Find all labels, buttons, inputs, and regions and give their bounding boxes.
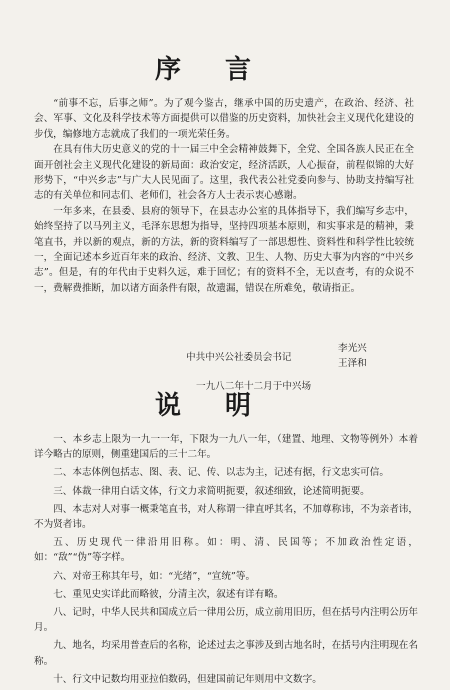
note-item: 十、行文中记数均用亚拉伯数码，但建国前记年则用中文数字。 [53,673,322,685]
note-item: 五、历史现代一律沿用旧称。如：明、清、民国等；不加政治性定语，如：“敌”“伪”等字样。 [34,537,418,564]
signature-name: 王泽和 [338,358,367,369]
signature-names [338,341,367,371]
note-item: 二、本志体例包括志、图、表、记、传、以志为主，记述有据，行文忠实可信。 [53,467,389,479]
signature-org: 中共中兴公社委员会书记 [186,352,292,363]
note-item: 八、记时，中华人民共和国成立后一律用公历，成立前用旧历，但在括号内注明公历年月。 [34,607,418,634]
note-item: 四、本志对人对事一概秉笔直书，对人称谓一律直呼其名，不加尊称讳，不为亲者讳，不为贤者讳。 [34,503,418,531]
preface-paragraph: “前事不忘，后事之师”。为了观今鉴古，继承中国的历史遗产，在政治、经济、社会、军事、文化及科学技术等方面提供可以借鉴的历史资料，加快社会主义现代化建设的步伐，编修地方志就成了我们的一项光荣任务。 [34,98,414,140]
preface-title: 序言 [154,55,295,85]
signature-date: 一九八二年十二月于中兴场 [196,381,312,392]
preface-paragraph: 一年多来，在县委、县府的领导下，在县志办公室的具体指导下，我们编写乡志中，始终坚持了以马列主义，毛泽东思想为指导，坚持四项基本原则，和实事求是的精神，秉笔直书，并以新的观点，新的方法，新的资料编写了一部思想性、资料性和科学性比较统一，全面记述本乡近百年来的政治、经济、文教、卫生、人物、历史大事为内容的“中兴乡志”。但是，有的年代由于史料久远，难于回忆；有的资料不全，无以查考，有的众说不一，费解费推断，加以诸方面条件有限，故遗漏，错误在所难免，敬请指正。 [34,205,414,294]
preface-paragraph: 在具有伟大历史意义的党的十一届三中全会精神鼓舞下，全党、全国各族人民正在全面开创社会主义现代化建设的新局面：政治安定，经济活跃，人心振奋，前程似锦的大好形势下，“中兴乡志”与广大人民见面了。这里，我代表公社党委向参与、协助支持编写社志的有关单位和同志们、老师们，社会各方人士表示衷心感谢。 [34,144,414,202]
note-item: 七、重见史实详此而略彼，分清主次，叙述有详有略。 [53,588,284,600]
signature-name: 李光兴 [338,343,367,354]
preface-body [34,96,414,296]
note-item: 六、对帝王称其年号，如：“光绪”，“宣统”等。 [53,570,256,582]
note-item: 一、本乡志上限为一九一一年，下限为一九八一年，（建置、地理、文物等例外）本着详今略古的原则，侧重建国后的三十二年。 [34,434,418,461]
notes-list [34,432,418,690]
note-item: 三、体裁一律用白话文体，行文力求简明扼要，叙述细致，论述简明扼要。 [53,485,370,497]
notes-title: 说明 [154,391,295,421]
note-item: 九、地名，均采用普查后的名称，论述过去之事涉及到古地名时，在括号内注明现在名称。 [34,640,418,667]
